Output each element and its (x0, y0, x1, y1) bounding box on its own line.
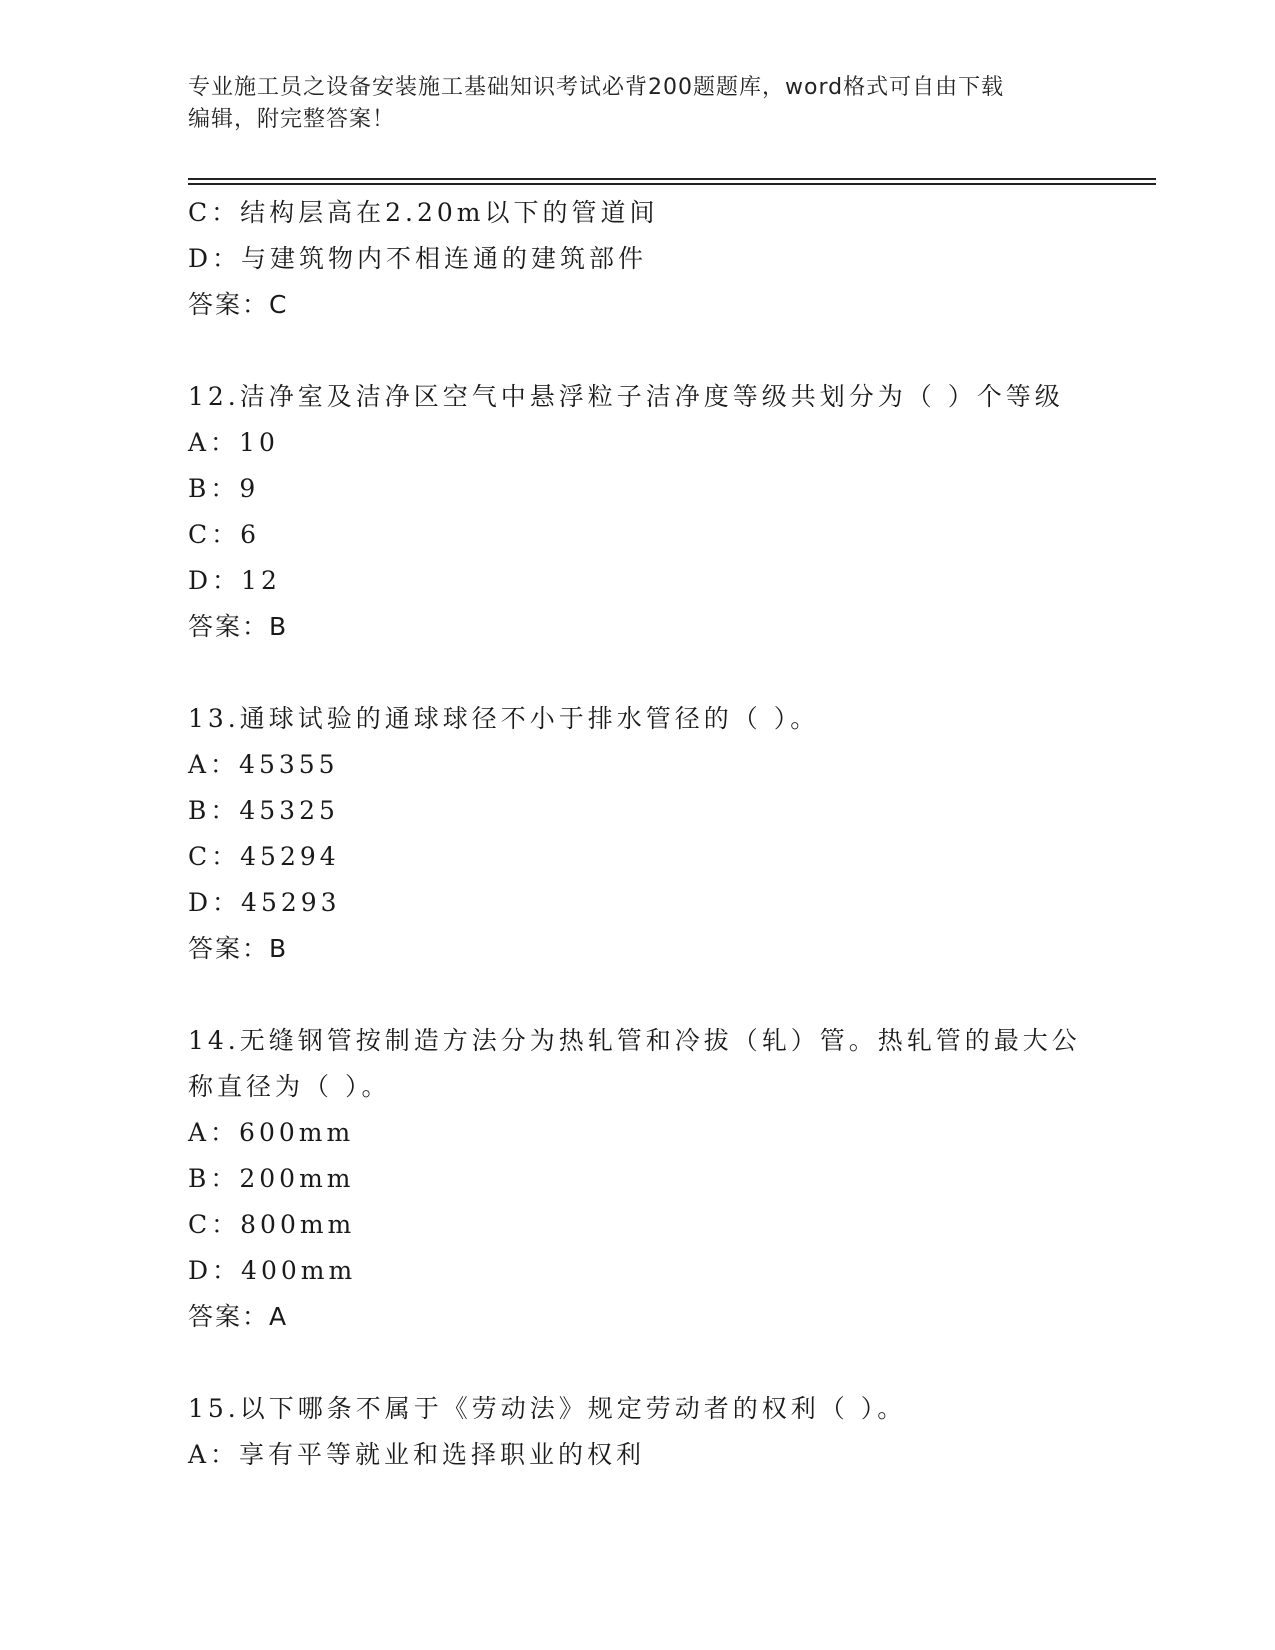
option-a: A：45355 (188, 750, 339, 779)
question-text: 12.洁净室及洁净区空气中悬浮粒子洁净度等级共划分为（ ）个等级 (188, 382, 1064, 411)
option-c: C：6 (188, 520, 261, 549)
option-c: C：结构层高在2.20m以下的管道间 (188, 198, 659, 227)
option-d: D：12 (188, 566, 281, 595)
header-divider-bottom (188, 183, 1156, 185)
question-text-line1: 14.无缝钢管按制造方法分为热轧管和冷拔（轧）管。热轧管的最大公 (188, 1026, 1081, 1055)
option-b: B：45325 (188, 796, 339, 825)
spacer (188, 328, 1088, 374)
question-block-13 (188, 696, 1088, 972)
question-text: 13.通球试验的通球球径不小于排水管径的（ ）。 (188, 704, 820, 733)
spacer (188, 650, 1088, 696)
option-d: D：与建筑物内不相连通的建筑部件 (188, 244, 648, 273)
option-b: B：9 (188, 474, 260, 503)
document-header (188, 72, 1088, 136)
option-c: C：800mm (188, 1210, 356, 1239)
option-c: C：45294 (188, 842, 340, 871)
option-d: D：400mm (188, 1256, 357, 1285)
question-block-15 (188, 1386, 1088, 1478)
question-block-11 (188, 190, 1088, 328)
option-b: B：200mm (188, 1164, 355, 1193)
answer-label: 答案：C (188, 290, 289, 319)
header-title-line1: 专业施工员之设备安装施工基础知识考试必背200题题库，word格式可自由下载 (188, 75, 1005, 100)
question-block-14 (188, 1018, 1088, 1340)
answer-label: 答案：B (188, 934, 289, 963)
option-d: D：45293 (188, 888, 341, 917)
question-text-line2: 称直径为（ ）。 (188, 1072, 391, 1101)
spacer (188, 972, 1088, 1018)
question-block-12 (188, 374, 1088, 650)
option-a: A：享有平等就业和选择职业的权利 (188, 1440, 646, 1469)
spacer (188, 1340, 1088, 1386)
option-a: A：10 (188, 428, 279, 457)
option-a: A：600mm (188, 1118, 355, 1147)
header-title-line2: 编辑，附完整答案！ (188, 107, 396, 132)
answer-label: 答案：A (188, 1302, 289, 1331)
answer-label: 答案：B (188, 612, 289, 641)
question-list (188, 190, 1088, 1478)
header-divider-top (188, 178, 1156, 180)
question-text: 15.以下哪条不属于《劳动法》规定劳动者的权利（ ）。 (188, 1394, 907, 1423)
